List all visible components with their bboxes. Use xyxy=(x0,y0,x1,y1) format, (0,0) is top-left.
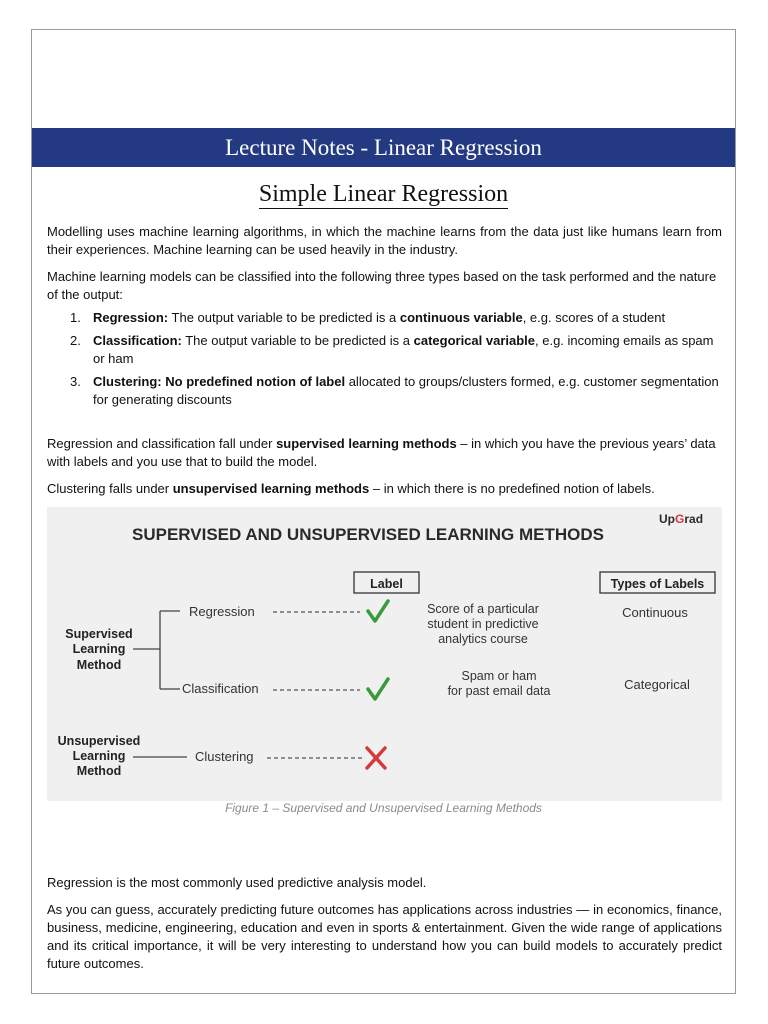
supervised-label-line: Method xyxy=(76,658,122,672)
list-item-label: Classification: xyxy=(93,333,182,348)
types-paragraph xyxy=(47,268,722,304)
label-header: Label xyxy=(370,577,403,591)
unsupervised-label-line: Unsupervised xyxy=(57,734,141,748)
supervised-paragraph xyxy=(47,435,722,471)
intro-text: Modelling uses machine learning algorithms, in which the machine learns from the data just like humans learn from their experiences. Machine learning can be used heavily in the industry. xyxy=(47,224,722,257)
regression-description: student in predictive xyxy=(427,617,539,631)
supervised-label-line: Supervised xyxy=(65,627,133,641)
list-item-label: Clustering: xyxy=(93,374,162,389)
list-item-label: Regression: xyxy=(93,310,169,325)
intro-paragraph xyxy=(47,223,722,259)
upgrad-logo xyxy=(659,512,703,526)
paragraph-bold: supervised learning methods xyxy=(276,436,457,451)
regression-text: Regression is the most commonly used predictive analysis model. xyxy=(47,875,427,890)
document-page xyxy=(31,29,736,994)
unsupervised-paragraph xyxy=(47,480,722,498)
categorical-label: Categorical xyxy=(624,677,690,692)
list-number: 2. xyxy=(70,333,81,348)
figure-title: SUPERVISED AND UNSUPERVISED LEARNING METHODS xyxy=(132,525,604,544)
list-item-bold: No predefined notion of label xyxy=(165,374,346,389)
learning-methods-diagram xyxy=(47,507,722,801)
list-item-text: The output variable to be predicted is a xyxy=(181,333,414,348)
logo-accent: G xyxy=(675,512,685,526)
continuous-label: Continuous xyxy=(622,605,688,620)
figure-caption: Figure 1 – Supervised and Unsupervised Learning Methods xyxy=(225,801,542,815)
paragraph-text: Regression and classification fall under xyxy=(47,436,277,451)
list-item-text: allocated to groups/clusters formed, e.g. customer segmentation for generating discounts xyxy=(93,374,719,407)
list-item-bold: categorical variable xyxy=(413,333,536,348)
applications-paragraph xyxy=(47,901,722,973)
logo-part: rad xyxy=(684,512,704,526)
list-number: 3. xyxy=(70,374,81,389)
classification-description: Spam or ham xyxy=(461,669,537,683)
list-item-text: The output variable to be predicted is a xyxy=(168,310,400,325)
supervised-label-line: Learning xyxy=(72,642,126,656)
unsupervised-label-line: Learning xyxy=(72,749,126,763)
check-icon xyxy=(368,679,388,699)
regression-description: analytics course xyxy=(438,632,528,646)
check-icon xyxy=(368,601,388,621)
list-item-text: , e.g. scores of a student xyxy=(522,310,666,325)
list-item-classification xyxy=(47,332,722,368)
list-item-text: , e.g. incoming emails as spam or ham xyxy=(93,333,714,366)
section-heading xyxy=(32,181,735,208)
types-header: Types of Labels xyxy=(610,577,705,591)
clustering-label: Clustering xyxy=(195,749,254,764)
learning-methods-figure xyxy=(47,507,722,801)
regression-label: Regression xyxy=(189,604,255,619)
cross-icon xyxy=(367,748,385,768)
classification-description: for past email data xyxy=(447,684,551,698)
logo-part: Up xyxy=(659,512,675,526)
section-heading-text: Simple Linear Regression xyxy=(258,181,509,207)
paragraph-bold: unsupervised learning methods xyxy=(172,481,370,496)
unsupervised-label-line: Method xyxy=(76,764,122,778)
list-number: 1. xyxy=(70,310,81,325)
supervised-text xyxy=(47,435,722,471)
paragraph-text: – in which you have the previous years’ data with labels and you use that to build the model. xyxy=(47,436,716,469)
ml-types-list xyxy=(47,309,722,414)
list-item-bold: continuous variable xyxy=(399,310,523,325)
lecture-banner: Lecture Notes - Linear Regression xyxy=(32,128,735,167)
classification-label: Classification xyxy=(182,681,259,696)
paragraph-text: – in which there is no predefined notion of labels. xyxy=(369,481,655,496)
regression-paragraph xyxy=(47,874,722,892)
paragraph-text: Clustering falls under xyxy=(47,481,173,496)
list-item-clustering xyxy=(47,373,722,409)
list-item-regression xyxy=(47,309,722,327)
regression-description: Score of a particular xyxy=(427,602,539,616)
applications-text: As you can guess, accurately predicting future outcomes has applications across industries — in economics, finance, business, medicine, engineering, education and even in sports & entertainment. Given the wide range of applications and its critical importance, it will be very interesting to understand how you can build models to accurately predict future outcomes. xyxy=(47,902,722,971)
unsupervised-text xyxy=(47,480,722,498)
types-text: Machine learning models can be classified into the following three types based on the task performed and the nature of the output: xyxy=(47,269,717,302)
